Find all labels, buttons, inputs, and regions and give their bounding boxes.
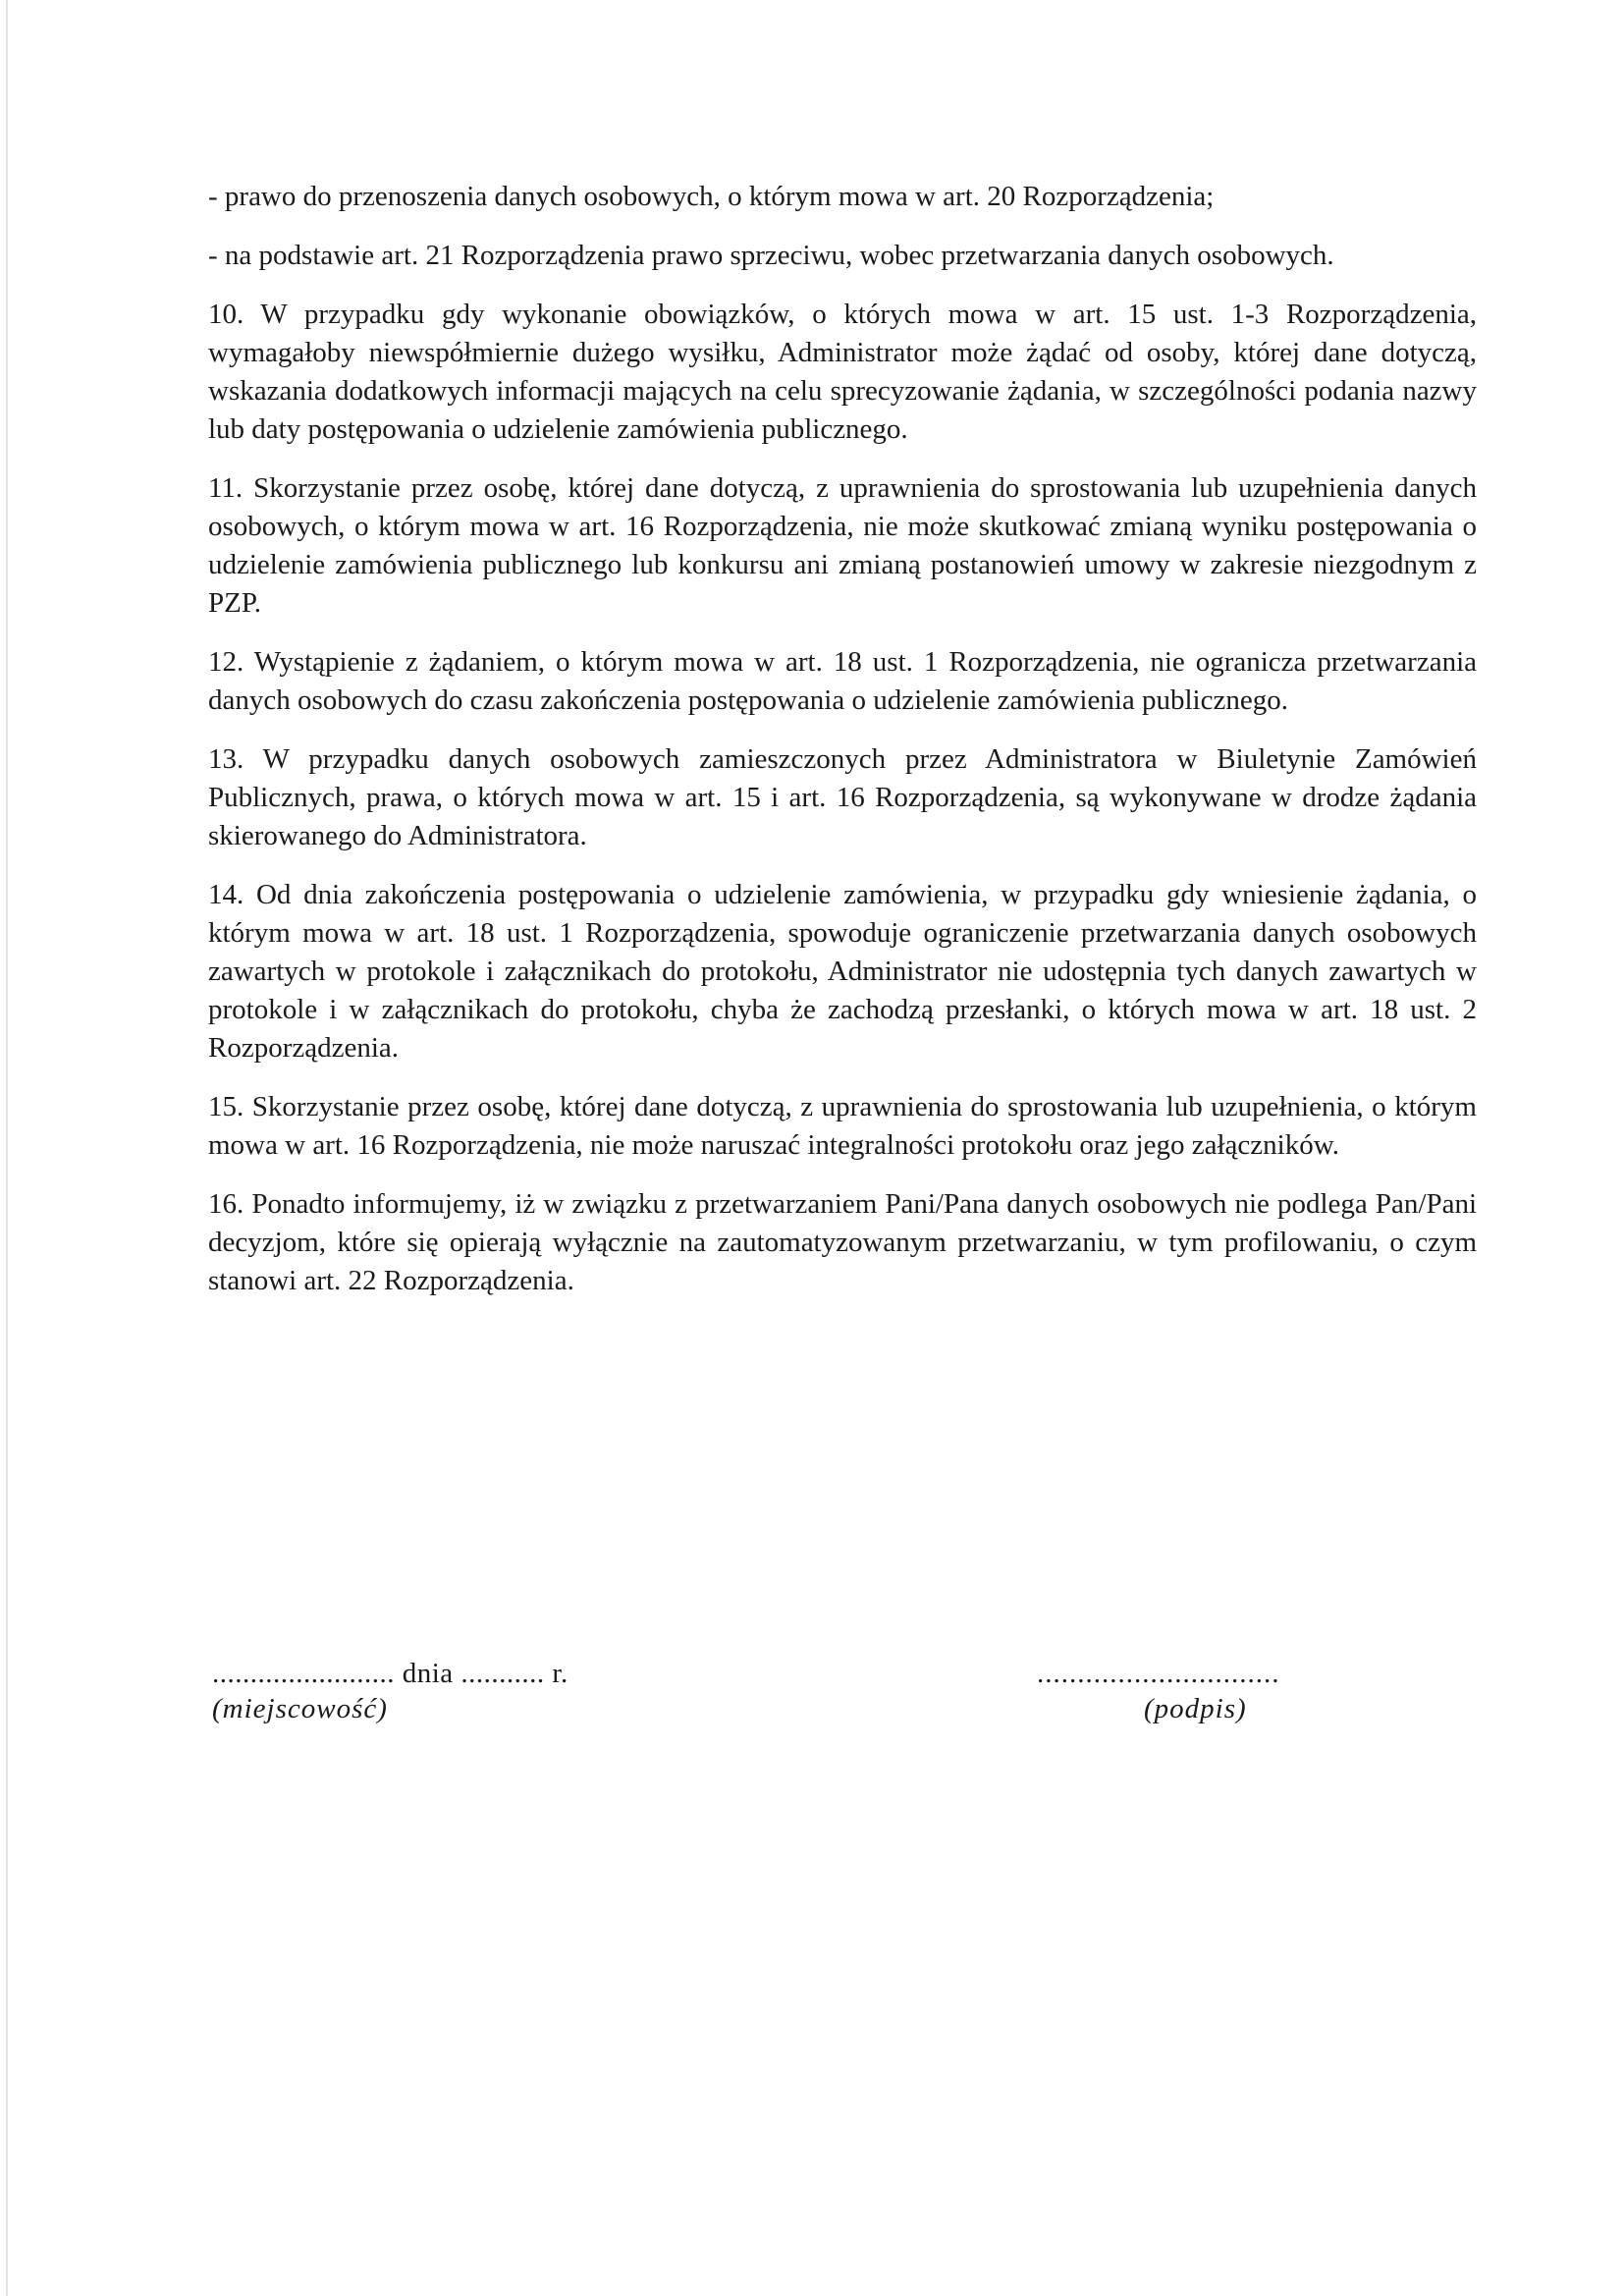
- paragraph-15: 15. Skorzystanie przez osobę, której dane dotyczą, z uprawnienia do sprostowania lub uzupełnienia, o którym mowa w art. 16 Rozporządzenia, nie może naruszać integralności protokołu oraz jego załączników.: [208, 1091, 1477, 1161]
- place-date-field: ........................ dnia ........... r.: [212, 1658, 568, 1689]
- rights-item-data-portability: - prawo do przenoszenia danych osobowych, o którym mowa w art. 20 Rozporządzenia;: [208, 181, 1215, 212]
- paragraph-10: 10. W przypadku gdy wykonanie obowiązków, o których mowa w art. 15 ust. 1-3 Rozporządzenia, wymagałoby niewspółmiernie dużego wysiłku, Administrator może żądać od osoby, której dane dotyczą, wskazania dodatkowych informacji mających na celu sprecyzowanie żądania, w szczególności podania nazwy lub daty postępowania o udzielenie zamówienia publicznego.: [208, 299, 1477, 445]
- rights-item-objection: - na podstawie art. 21 Rozporządzenia prawo sprzeciwu, wobec przetwarzania danych osobowych.: [208, 240, 1334, 271]
- paragraph-14: 14. Od dnia zakończenia postępowania o udzielenie zamówienia, w przypadku gdy wniesienie żądania, o którym mowa w art. 18 ust. 1 Rozporządzenia, spowoduje ograniczenie przetwarzania danych osobowych zawartych w protokole i załącznikach do protokołu, Administrator nie udostępnia tych danych zawartych w protokole i w załącznikach do protokołu, chyba że zachodzą przesłanki, o których mowa w art. 18 ust. 2 Rozporządzenia.: [208, 879, 1477, 1064]
- paragraph-12: 12. Wystąpienie z żądaniem, o którym mowa w art. 18 ust. 1 Rozporządzenia, nie ogranicza przetwarzania danych osobowych do czasu zakończenia postępowania o udzielenie zamówienia publicznego.: [208, 646, 1477, 716]
- place-caption: (miejscowość): [212, 1693, 388, 1724]
- paragraph-16: 16. Ponadto informujemy, iż w związku z przetwarzaniem Pani/Pana danych osobowych nie podlega Pan/Pani decyzjom, które się opierają wyłącznie na zautomatyzowanym przetwarzaniu, w tym profilowaniu, o czym stanowi art. 22 Rozporządzenia.: [208, 1188, 1477, 1296]
- paragraph-13: 13. W przypadku danych osobowych zamieszczonych przez Administratora w Biuletynie Zamówień Publicznych, prawa, o których mowa w art. 15 i art. 16 Rozporządzenia, są wykonywane w drodze żądania skierowanego do Administratora.: [208, 743, 1477, 851]
- signature-field: ..............................: [1037, 1658, 1280, 1689]
- scan-edge: [6, 0, 8, 2296]
- signature-caption: (podpis): [1144, 1693, 1247, 1724]
- document-body: [208, 178, 1477, 1321]
- paragraph-11: 11. Skorzystanie przez osobę, której dane dotyczą, z uprawnienia do sprostowania lub uzupełnienia danych osobowych, o którym mowa w art. 16 Rozporządzenia, nie może skutkować zmianą wyniku postępowania o udzielenie zamówienia publicznego lub konkursu ani zmianą postanowień umowy w zakresie niezgodnym z PZP.: [208, 472, 1477, 619]
